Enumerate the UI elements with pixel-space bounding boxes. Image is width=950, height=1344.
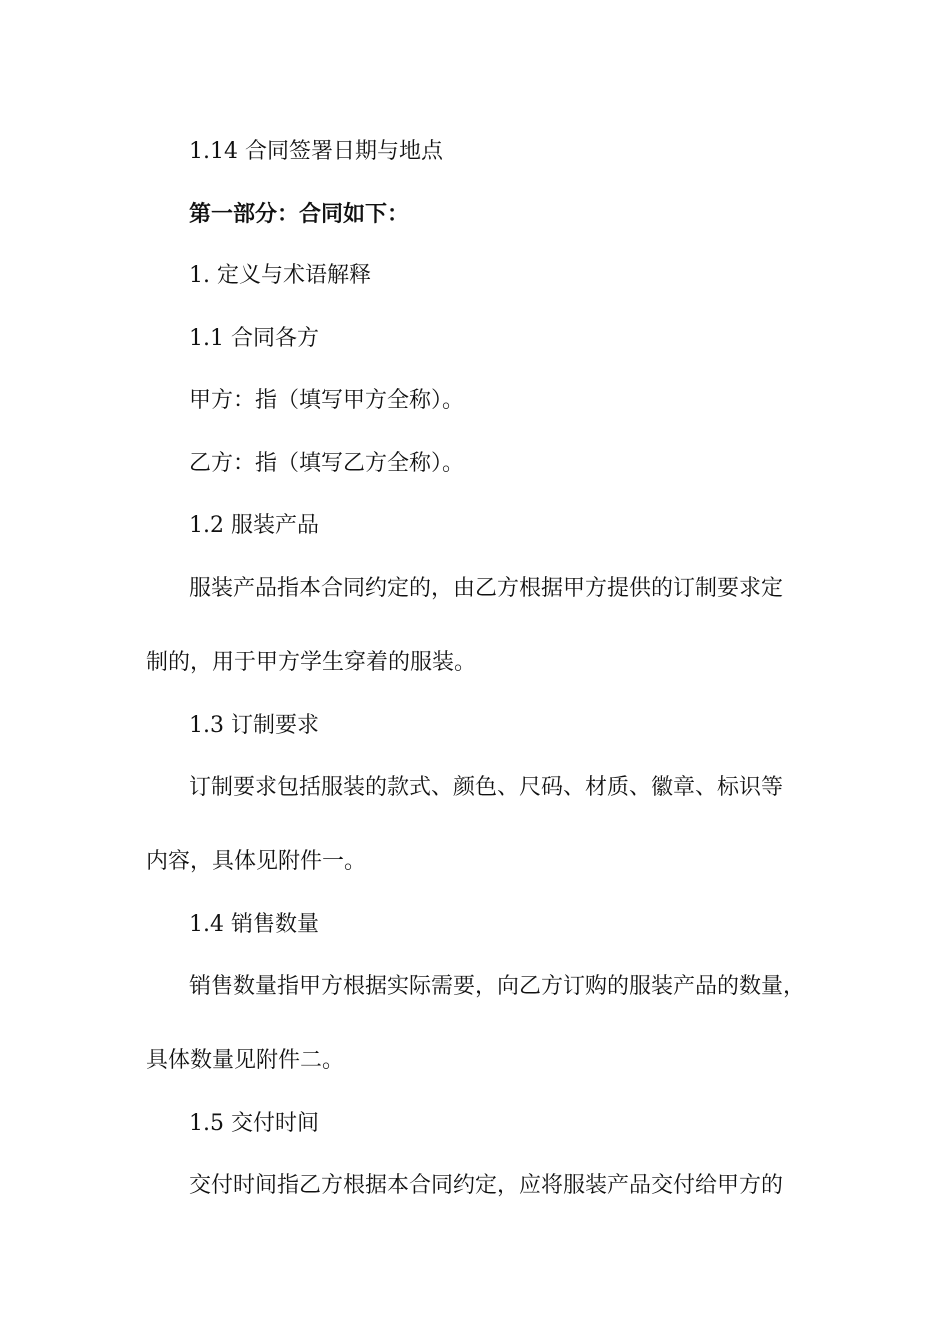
clothing-definition-line-2: 制的，用于甲方学生穿着的服装。 — [146, 650, 477, 675]
sales-quantity-line-1: 销售数量指甲方根据实际需要，向乙方订购的服装产品的数量， — [189, 974, 806, 999]
party-a-definition: 甲方：指（填写甲方全称）。 — [189, 388, 465, 413]
clause-1-14-heading: 1.14 合同签署日期与地点 — [189, 139, 443, 164]
custom-requirements-line-1: 订制要求包括服装的款式、颜色、尺码、材质、徽章、标识等 — [189, 775, 784, 800]
clause-1-5-heading: 1.5 交付时间 — [189, 1111, 319, 1136]
clause-1-1-heading: 1.1 合同各方 — [189, 326, 319, 351]
party-b-definition: 乙方：指（填写乙方全称）。 — [189, 451, 465, 476]
clothing-definition-line-1: 服装产品指本合同约定的，由乙方根据甲方提供的订制要求定 — [189, 576, 784, 601]
section-1-heading: 1. 定义与术语解释 — [189, 263, 371, 288]
clause-1-3-heading: 1.3 订制要求 — [189, 713, 319, 738]
clause-1-2-heading: 1.2 服装产品 — [189, 513, 319, 538]
custom-requirements-line-2: 内容，具体见附件一。 — [146, 849, 367, 874]
delivery-time-line-1: 交付时间指乙方根据本合同约定，应将服装产品交付给甲方的 — [189, 1173, 784, 1198]
clause-1-4-heading: 1.4 销售数量 — [189, 912, 319, 937]
sales-quantity-line-2: 具体数量见附件二。 — [146, 1048, 345, 1073]
part-one-heading: 第一部分：合同如下： — [189, 201, 410, 227]
